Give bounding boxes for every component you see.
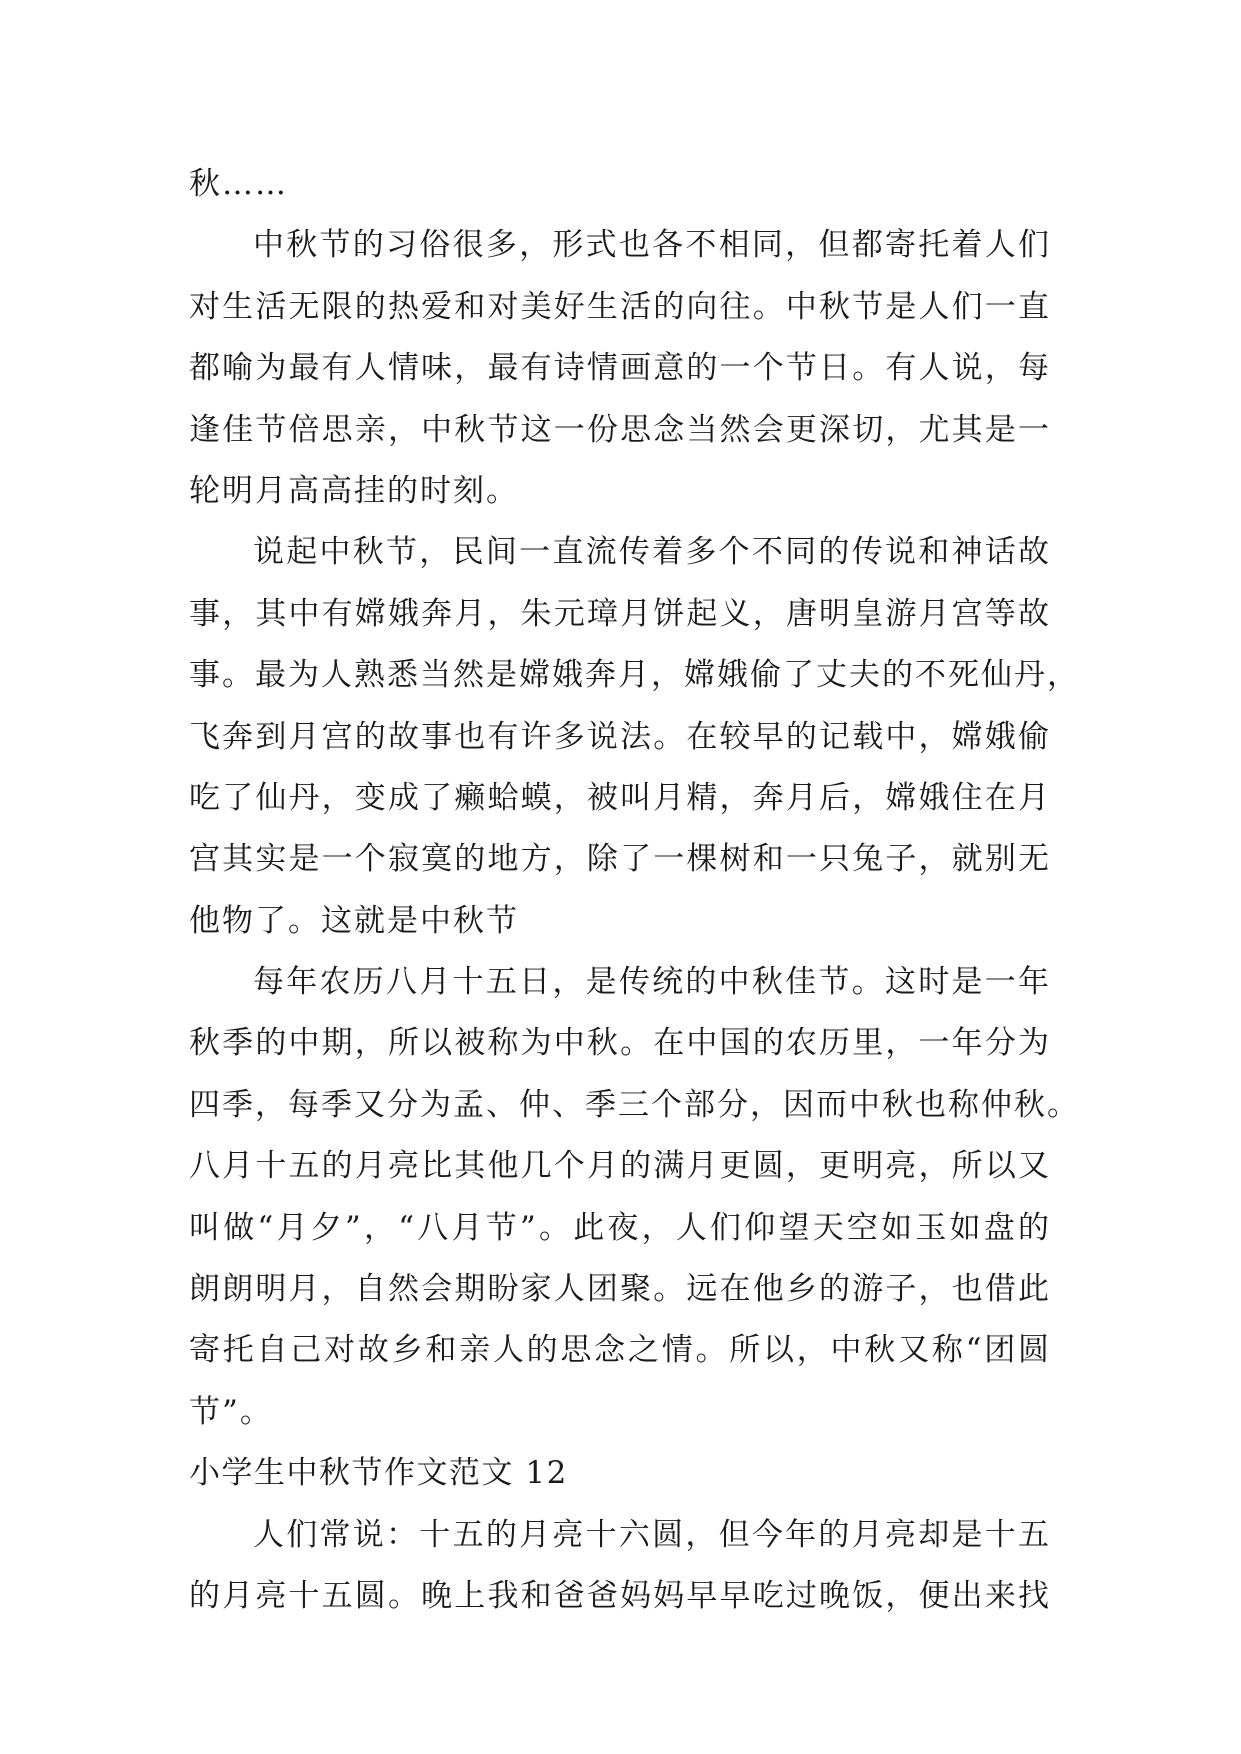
text-line: 飞奔到月宫的故事也有许多说法。在较早的记载中，嫦娥偷 [189,718,1051,755]
section-heading: 小学生中秋节作文范文 12 [189,1455,568,1492]
text-line: 朗朗明月，自然会期盼家人团聚。远在他乡的游子，也借此 [189,1271,1051,1308]
text-line: 四季，每季又分为孟、仲、季三个部分，因而中秋也称仲秋。 [189,1086,1080,1123]
text-line: 叫做“月夕”，“八月节”。此夜，人们仰望天空如玉如盘的 [189,1209,1051,1246]
text-line: 事。最为人熟悉当然是嫦娥奔月，嫦娥偷了丈夫的不死仙丹， [189,657,1080,694]
text-line: 宫其实是一个寂寞的地方，除了一棵树和一只兔子，就别无 [189,841,1051,878]
text-line: 节”。 [189,1393,273,1430]
text-line: 寄托自己对故乡和亲人的思念之情。所以，中秋又称“团圆 [189,1332,1051,1369]
text-line: 事，其中有嫦娥奔月，朱元璋月饼起义，唐明皇游月宫等故 [189,595,1051,632]
paragraph-first-line: 每年农历八月十五日，是传统的中秋佳节。这时是一年 [253,964,1051,1001]
text-line: 逢佳节倍思亲，中秋节这一份思念当然会更深切，尤其是一 [189,411,1051,448]
paragraph-first-line: 中秋节的习俗很多，形式也各不相同，但都寄托着人们 [253,227,1051,264]
text-line: 秋季的中期，所以被称为中秋。在中国的农历里，一年分为 [189,1025,1051,1062]
paragraph-first-line: 人们常说：十五的月亮十六圆，但今年的月亮却是十五 [253,1516,1051,1553]
text-line: 秋…… [189,166,288,202]
text-line: 的月亮十五圆。晚上我和爸爸妈妈早早吃过晚饭，便出来找 [189,1577,1051,1614]
document-body [189,154,1080,1627]
text-line: 吃了仙丹，变成了癞蛤蟆，被叫月精，奔月后，嫦娥住在月 [189,779,1051,816]
text-line: 他物了。这就是中秋节 [189,902,519,939]
paragraph-first-line: 说起中秋节，民间一直流传着多个不同的传说和神话故 [253,534,1051,571]
text-line: 都喻为最有人情味，最有诗情画意的一个节日。有人说，每 [189,350,1051,387]
text-line: 轮明月高高挂的时刻。 [189,472,519,509]
text-line: 对生活无限的热爱和对美好生活的向往。中秋节是人们一直 [189,288,1051,325]
text-line: 八月十五的月亮比其他几个月的满月更圆，更明亮，所以又 [189,1148,1051,1185]
